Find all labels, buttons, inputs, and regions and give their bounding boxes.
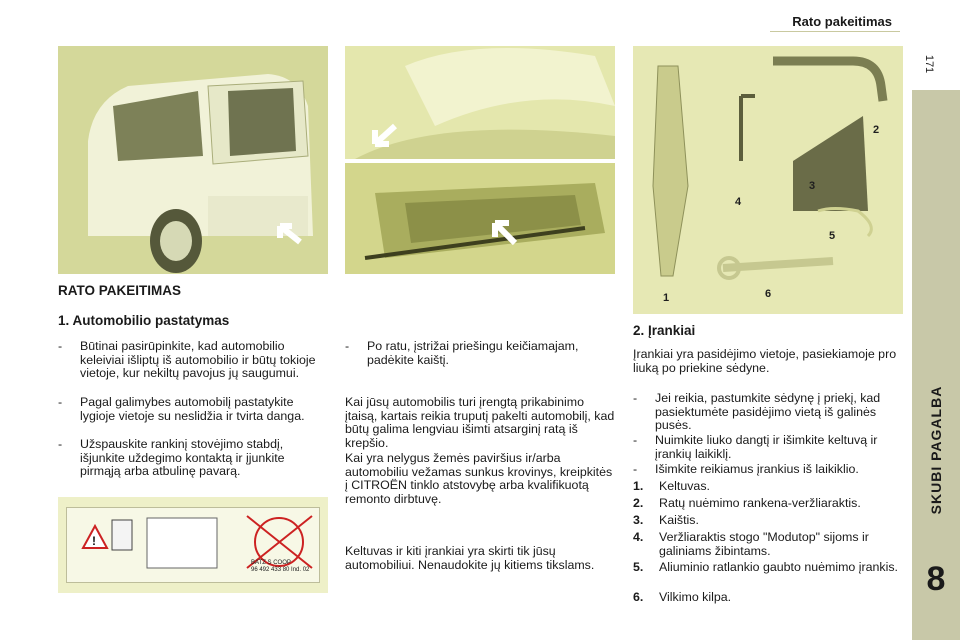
tool-item: 2. Ratų nuėmimo rankena-veržliaraktis. — [633, 496, 861, 510]
subsection-title-1: 1. Automobilio pastatymas — [58, 313, 230, 328]
callout-1: 1 — [663, 292, 670, 304]
list-item: - Užspauskite rankinį stovėjimo stabdį, išjunkite uždegimo kontaktą ir įjunkite pirmąją arba atbulinę pavarą. — [58, 437, 285, 478]
tool-item: 3. Kaištis. — [633, 513, 699, 527]
front-seat-photo — [345, 46, 615, 159]
tools-kit-photo — [633, 46, 903, 314]
subsection-title-2: 2. Įrankiai — [633, 323, 696, 338]
header-divider — [770, 31, 900, 32]
warning-sticker-photo — [58, 497, 328, 593]
paragraph-uneven-ground: Kai yra nelygus žemės paviršius ir/arba automobiliu vežamas sunkus krovinys, kreipkitės į CITROËN tinklo atstovybę arba kvalifikuotą remonto dirbtuvę. — [345, 451, 613, 506]
page-header-title: Rato pakeitimas — [792, 14, 892, 29]
list-item: - Nuimkite liuko dangtį ir išimkite keltuvą ir įrankių laikiklį. — [633, 433, 878, 461]
tools-intro: Įrankiai yra pasidėjimo vietoje, pasiekiamoje pro liuką po priekine sėdyne. — [633, 347, 897, 375]
tool-item: 5. Aliuminio ratlankio gaubto nuėmimo įrankis. — [633, 560, 898, 574]
sticker-code: BATZ S COOP 96 492 433 80 Ind. 02 — [251, 560, 310, 573]
page-number: 171 — [922, 54, 935, 74]
list-item: - Pagal galimybes automobilį pastatykite lygioje vietoje su neslidžia ir tvirta danga. — [58, 395, 305, 423]
tool-item: 4. Veržliaraktis stogo "Modutop" sijoms ir galiniams žibintams. — [633, 530, 869, 558]
callout-2: 2 — [873, 124, 880, 136]
tool-compartment-photo — [345, 163, 615, 274]
callout-3: 3 — [809, 180, 816, 192]
tool-item: 6. Vilkimo kilpa. — [633, 590, 732, 604]
callout-5: 5 — [829, 230, 836, 242]
paragraph-tools-notice: Keltuvas ir kiti įrankiai yra skirti tik jūsų automobiliui. Nenaudokite jų kitiems tikslams. — [345, 544, 595, 572]
callout-6: 6 — [765, 288, 772, 300]
list-item: - Jei reikia, pastumkite sėdynę į priekį, kad pasiektumėte pasidėjimo vietą iš galinės pusės. — [633, 391, 881, 432]
chapter-tab-label: SKUBI PAGALBA — [928, 385, 944, 515]
tool-item: 1. Keltuvas. — [633, 479, 710, 493]
car-rear-photo — [58, 46, 328, 274]
list-item: - Išimkite reikiamus įrankius iš laikiklio. — [633, 462, 859, 476]
callout-4: 4 — [735, 196, 742, 208]
svg-text:!: ! — [92, 534, 96, 548]
list-item: - Po ratu, įstrižai priešingu keičiamajam, padėkite kaištį. — [345, 339, 579, 367]
paragraph-towbar: Kai jūsų automobilis turi įrengtą prikabinimo įtaisą, kartais reikia truputį pakelti automobilį, kad būtų galima lengviau išimti atsarginį ratą iš krepšio. — [345, 395, 615, 450]
section-title: RATO PAKEITIMAS — [58, 283, 182, 298]
list-item: - Būtinai pasirūpinkite, kad automobilio keleiviai išliptų iš automobilio ir būtų tokioje vietoje, kur nekiltų pavojus jų saugumui. — [58, 339, 316, 380]
chapter-number: 8 — [926, 560, 946, 598]
